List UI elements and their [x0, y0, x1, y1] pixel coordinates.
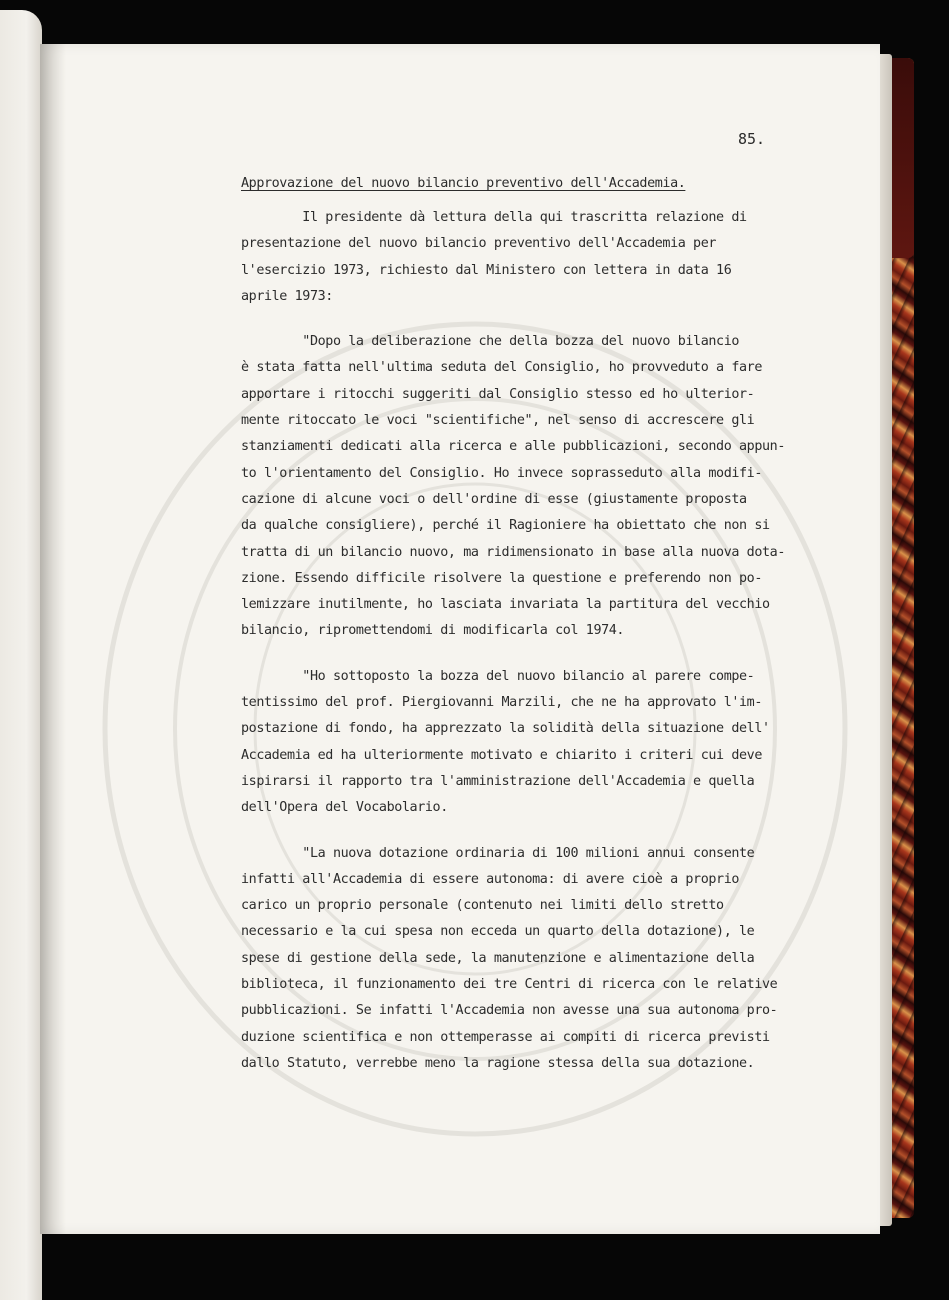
text-line: apportare i ritocchi suggeriti dal Consiglio stesso ed ho ulterior- — [241, 386, 755, 402]
body-paragraphs — [241, 205, 801, 1077]
text-line: presentazione del nuovo bilancio preventivo dell'Accademia per — [241, 236, 717, 252]
paragraph — [241, 664, 801, 822]
text-line: tentissimo del prof. Piergiovanni Marzili, che ne ha approvato l'im- — [241, 695, 763, 711]
paragraph — [241, 841, 801, 1078]
text-line: tratta di un bilancio nuovo, ma ridimensionato in base alla nuova dota- — [241, 544, 785, 560]
text-line: biblioteca, il funzionamento dei tre Centri di ricerca con le relative — [241, 977, 778, 993]
facing-page-edge — [0, 10, 42, 1300]
text-line: dallo Statuto, verrebbe meno la ragione stessa della sua dotazione. — [241, 1055, 755, 1071]
text-line: è stata fatta nell'ultima seduta del Consiglio, ho provveduto a fare — [241, 360, 763, 376]
text-line: stanziamenti dedicati alla ricerca e alle pubblicazioni, secondo appun- — [241, 439, 785, 455]
text-line: lemizzare inutilmente, ho lasciata invariata la partitura del vecchio — [241, 597, 770, 613]
text-line: "Ho sottoposto la bozza del nuovo bilancio al parere compe- — [241, 668, 755, 684]
text-line: carico un proprio personale (contenuto nei limiti dello stretto — [241, 898, 724, 914]
text-line: aprile 1973: — [241, 288, 333, 304]
text-line: postazione di fondo, ha apprezzato la solidità della situazione dell' — [241, 721, 770, 737]
section-heading: Approvazione del nuovo bilancio preventivo dell'Accademia. — [241, 176, 686, 191]
text-line: spese di gestione della sede, la manutenzione e alimentazione della — [241, 950, 755, 966]
text-line: Il presidente dà lettura della qui trascritta relazione di — [241, 210, 747, 225]
text-line: cazione di alcune voci o dell'ordine di esse (giustamente proposta — [241, 491, 747, 507]
text-line: Accademia ed ha ulteriormente motivato e chiarito i criteri cui deve — [241, 747, 763, 763]
text-line: "Dopo la deliberazione che della bozza del nuovo bilancio — [241, 334, 740, 350]
paragraph — [241, 205, 801, 310]
text-line: zione. Essendo difficile risolvere la questione e preferendo non po- — [241, 570, 763, 586]
text-line: necessario e la cui spesa non ecceda un quarto della dotazione), le — [241, 924, 755, 940]
text-line: duzione scientifica e non ottemperasse ai compiti di ricerca previsti — [241, 1029, 770, 1045]
gutter-shadow — [40, 44, 66, 1234]
text-line: l'esercizio 1973, richiesto dal Ministero con lettera in data 16 — [241, 262, 732, 278]
typed-text — [241, 176, 801, 1096]
text-line: infatti all'Accademia di essere autonoma: di avere cioè a proprio — [241, 871, 740, 887]
page-number: 85. — [738, 130, 766, 148]
paragraph — [241, 329, 801, 645]
text-line: dell'Opera del Vocabolario. — [241, 800, 448, 816]
text-line: mente ritoccato le voci "scientifiche", nel senso di accrescere gli — [241, 413, 755, 429]
text-line: "La nuova dotazione ordinaria di 100 milioni annui consente — [241, 845, 755, 861]
text-line: ispirarsi il rapporto tra l'amministrazione dell'Accademia e quella — [241, 773, 755, 789]
text-line: bilancio, ripromettendomi di modificarla col 1974. — [241, 623, 625, 639]
text-line: da qualche consigliere), perché il Ragioniere ha obiettato che non si — [241, 518, 770, 534]
document-page — [40, 44, 880, 1234]
text-line: to l'orientamento del Consiglio. Ho invece soprasseduto alla modifi- — [241, 465, 763, 481]
text-line: pubblicazioni. Se infatti l'Accademia non avesse una sua autonoma pro- — [241, 1003, 778, 1019]
